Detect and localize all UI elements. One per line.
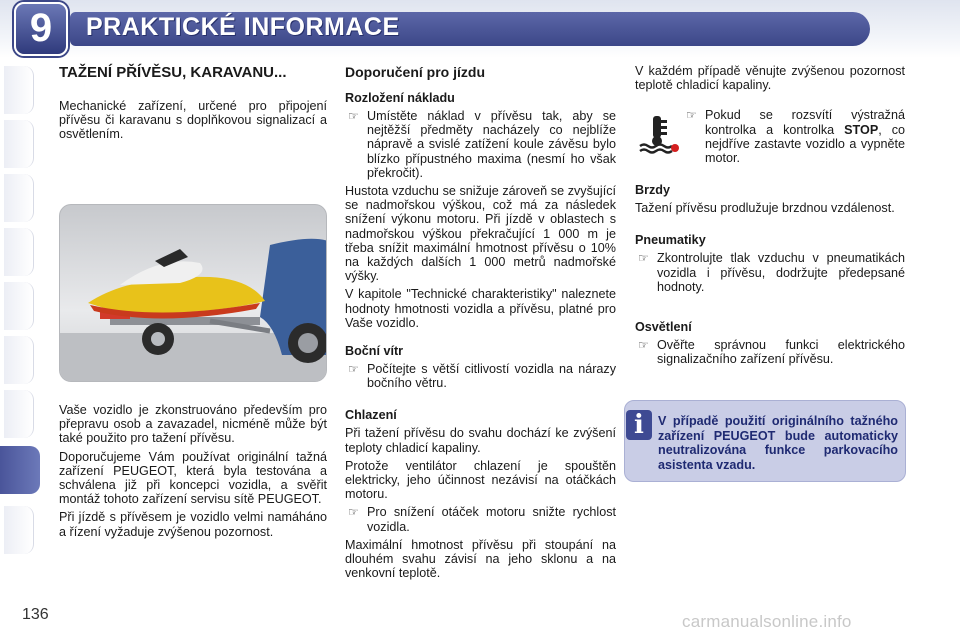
chapter-tab[interactable]	[4, 390, 34, 438]
subsection-heading: Pneumatiky	[635, 233, 706, 248]
warning-bullet: ☞ Pokud se rozsvítí výstražná kontrolka a kontrolka STOP, co nejdříve zastavte vozidlo a vypněte motor.	[635, 108, 905, 165]
bullet-item: ☞ Pro snížení otáček motoru snižte rychlost vozidla.	[345, 505, 616, 533]
bullet-item: ☞ Ověřte správnou funkci elektrického signalizačního zařízení přívěsu.	[635, 338, 905, 366]
watermark: carmanualsonline.info	[682, 612, 852, 631]
bullet-item: ☞ Umístěte náklad v přívěsu tak, aby se nejtěžší předměty nacházely co nejblíže nápravě a svislé zatížení koule závěsu bylo blízko přípustného maxima (nesmí ho však překročit).	[345, 109, 616, 180]
jetski-trailer-photo	[59, 204, 327, 382]
chapter-tab[interactable]	[4, 120, 34, 168]
side-chapter-tabs	[0, 60, 40, 580]
hand-pointer-icon: ☞	[638, 251, 649, 266]
chapter-tab[interactable]	[4, 228, 34, 276]
body-paragraph: Vaše vozidlo je zkonstruováno především pro přepravu osob a zavazadel, nicméně může být také použito pro tažení přívěsu.	[59, 403, 327, 446]
column-towing-intro	[59, 64, 327, 146]
column-driving-advice	[345, 64, 616, 584]
bullet-item: ☞ Zkontrolujte tlak vzduchu v pneumatikách vozidla i přívěsu, dodržujte předepsané hodnoty.	[635, 251, 905, 294]
intro-paragraph: V každém případě věnujte zvýšenou pozornost teplotě chladicí kapaliny.	[635, 64, 905, 93]
chapter-tab[interactable]	[4, 174, 34, 222]
chapter-badge: 9	[14, 2, 68, 56]
body-paragraph: Maximální hmotnost přívěsu při stoupání na dlouhém svahu závisí na jeho sklonu a na venkovní teplotě.	[345, 537, 616, 581]
intro-paragraph: Mechanické zařízení, určené pro připojení přívěsu či karavanu s doplňkovou signalizací a osvětlením.	[59, 99, 327, 142]
page-title: PRAKTICKÉ INFORMACE	[86, 13, 400, 41]
hand-pointer-icon: ☞	[686, 108, 697, 123]
chapter-tab[interactable]	[4, 506, 34, 554]
body-paragraph: Tažení přívěsu prodlužuje brzdnou vzdálenost.	[635, 201, 895, 216]
hand-pointer-icon: ☞	[348, 109, 359, 123]
page-number: 136	[22, 606, 49, 623]
stop-label: STOP	[844, 122, 879, 137]
info-text: V případě použití originálního tažného zařízení PEUGEOT bude automaticky neutralizována funkce parkovacího asistenta vzadu.	[658, 414, 898, 472]
info-icon: i	[626, 410, 652, 440]
body-paragraph: Při tažení přívěsu do svahu dochází ke zvýšení teploty chladicí kapaliny.	[345, 426, 616, 455]
chapter-tab[interactable]	[4, 66, 34, 114]
column-checks	[635, 64, 905, 370]
body-paragraph: Doporučujeme Vám používat originální tažná zařízení PEUGEOT, která byla testována a schválena již při koncepci vozidla, a svěřit montáž tohoto zařízení servisu sítě PEUGEOT.	[59, 449, 327, 507]
chapter-tab-active[interactable]	[0, 446, 40, 494]
column-towing-body	[59, 403, 327, 543]
hand-pointer-icon: ☞	[348, 362, 359, 377]
subsection-heading: Chlazení	[345, 408, 397, 423]
body-paragraph: Protože ventilátor chlazení je spouštěn elektricky, jeho účinnost nezávisí na otáčkách motoru.	[345, 458, 616, 502]
section-heading: TAŽENÍ PŘÍVĚSU, KARAVANU...	[59, 64, 287, 81]
subsection-heading: Osvětlení	[635, 320, 692, 335]
coolant-temperature-warning-icon	[636, 112, 680, 156]
subsection-heading: Rozložení nákladu	[345, 91, 455, 105]
trailer-illustration	[60, 205, 327, 382]
bullet-item: ☞ Počítejte s větší citlivostí vozidla na nárazy bočního větru.	[345, 362, 616, 390]
subsection-heading: Boční vítr	[345, 344, 404, 359]
hand-pointer-icon: ☞	[638, 338, 649, 353]
chapter-tab[interactable]	[4, 336, 34, 384]
body-paragraph: Při jízdě s přívěsem je vozidlo velmi namáháno a řízení vyžaduje zvýšenou pozornost.	[59, 510, 327, 539]
body-paragraph: Hustota vzduchu se snižuje zároveň se zvyšující se nadmořskou výškou, což má za následek snížení výkonu motoru. Při jízdě v oblastech s nadmořskou výškou překračující 1 000 m je třeba snížit maximální hmotnost přívěsu o 10% na každých dalších 1 000 metrů nadmořské výšky.	[345, 184, 616, 284]
chapter-tab[interactable]	[4, 282, 34, 330]
subsection-heading: Brzdy	[635, 183, 670, 198]
hand-pointer-icon: ☞	[348, 505, 359, 520]
body-paragraph: V kapitole "Technické charakteristiky" naleznete hodnoty hmotnosti vozidla a přívěsu, platné pro Vaše vozidlo.	[345, 287, 616, 330]
section-heading: Doporučení pro jízdu	[345, 64, 485, 80]
